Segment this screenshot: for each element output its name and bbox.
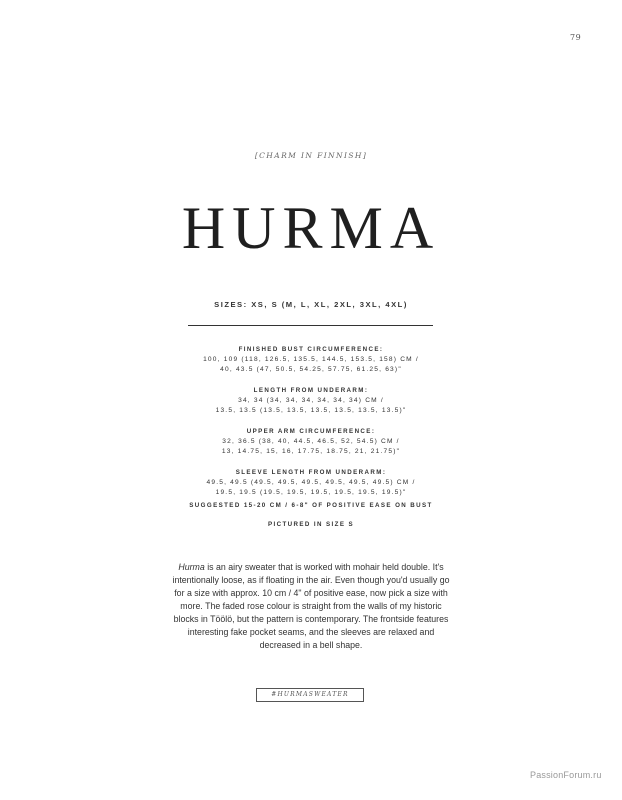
measurement-line: 100, 109 (118, 126.5, 135.5, 144.5, 153.5, 158) CM / <box>203 356 419 363</box>
measurement-heading: UPPER ARM CIRCUMFERENCE: <box>246 428 376 435</box>
ease-note: SUGGESTED 15-20 CM / 6-8" OF POSITIVE EASE ON BUST <box>189 502 433 509</box>
measurement-line: 34, 34 (34, 34, 34, 34, 34, 34) CM / <box>238 397 384 404</box>
measurement-heading: LENGTH FROM UNDERARM: <box>253 387 369 394</box>
measurement-sleeve <box>0 468 622 498</box>
watermark: PassionForum.ru <box>530 770 602 780</box>
measurement-upper-arm <box>0 427 622 457</box>
divider-rule <box>188 325 433 326</box>
measurements-section <box>0 345 622 509</box>
pattern-title: HURMA <box>181 195 441 261</box>
measurement-line: 13, 14.75, 15, 16, 17.75, 18.75, 21, 21.75)" <box>221 448 401 455</box>
page-number: 79 <box>570 33 582 42</box>
description-paragraph <box>170 561 452 652</box>
description-text: is an airy sweater that is worked with mohair held double. It's intentionally loose, as if floating in the air. Even though you'd usually go for a size with approx. 10 cm / 4" of positive ease, now pick a size with more. The faded rose colour is straight from the walls of my historic blocks in Töölö, but the pattern is contemporary. The frontside features interesting fake pocket seams, and the sleeves are relaxed and decreased in a bell shape. <box>172 562 450 650</box>
measurement-line: 40, 43.5 (47, 50.5, 54.25, 57.75, 61.25, 63)" <box>220 366 402 373</box>
subtitle: [CHARM IN FINNISH] <box>254 151 368 160</box>
measurement-length <box>0 386 622 416</box>
measurement-line: 49.5, 49.5 (49.5, 49.5, 49.5, 49.5, 49.5, 49.5) CM / <box>206 479 416 486</box>
measurement-line: 19.5, 19.5 (19.5, 19.5, 19.5, 19.5, 19.5, 19.5)" <box>215 489 407 496</box>
measurement-heading: FINISHED BUST CIRCUMFERENCE: <box>238 346 384 353</box>
pictured-note: PICTURED IN SIZE S <box>267 521 355 528</box>
description-name: Hurma <box>178 562 205 572</box>
hashtag-badge: #HURMASWEATER <box>256 688 364 702</box>
measurement-bust <box>0 345 622 375</box>
measurement-heading: SLEEVE LENGTH FROM UNDERARM: <box>235 469 387 476</box>
measurement-line: 32, 36.5 (38, 40, 44.5, 46.5, 52, 54.5) CM / <box>222 438 400 445</box>
measurement-line: 13.5, 13.5 (13.5, 13.5, 13.5, 13.5, 13.5, 13.5)" <box>215 407 407 414</box>
sizes-line: SIZES: XS, S (M, L, XL, 2XL, 3XL, 4XL) <box>214 300 408 309</box>
